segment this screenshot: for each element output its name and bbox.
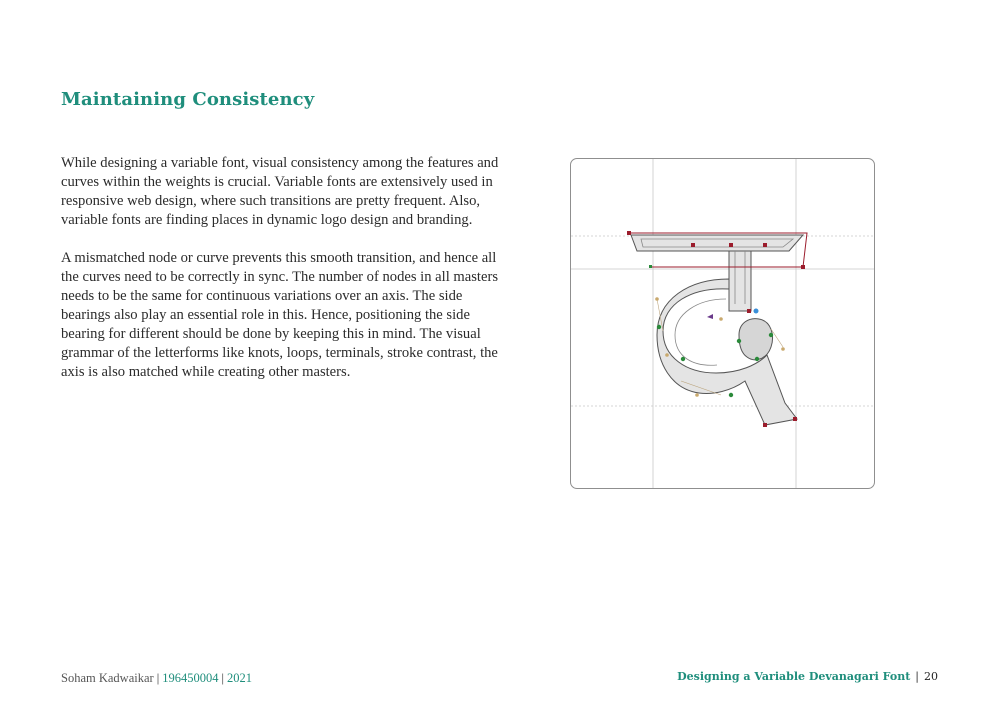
paragraph-1: While designing a variable font, visual consistency among the features and curves within the weights is crucial. Variable fonts are extensively used in responsive web design, where such transitions are pretty frequent. Also, variable fonts are finding places in dynamic logo design and branding. xyxy=(61,155,499,228)
page-number: 20 xyxy=(924,670,938,683)
glyph-outline-illustration xyxy=(571,159,875,489)
footer-right: Designing a Variable Devanagari Font | 20 xyxy=(677,670,938,683)
footer-author: Soham Kadwaikar xyxy=(61,671,154,685)
footer-doc-title: Designing a Variable Devanagari Font xyxy=(677,670,911,683)
paragraph-2: A mismatched node or curve prevents this smooth transition, and hence all the curves need to be correctly in sync. The number of nodes in all masters needs to be the same for continuous variations over an axis. The side bearings also play an essential role in this. Hence, positioning the side bearing for different should be done by keeping this in mind. The visual grammar of the letterforms like knots, loops, terminals, stroke contrast, the axis is also matched while creating other masters. xyxy=(61,250,499,380)
glyph-editor-figure xyxy=(570,158,875,489)
page-title: Maintaining Consistency xyxy=(61,89,315,110)
footer-year: 2021 xyxy=(226,671,252,685)
body-text xyxy=(61,154,501,401)
footer-left: Soham Kadwaikar | 196450004 | 2021 xyxy=(61,671,252,685)
footer-id: 196450004 xyxy=(162,671,219,685)
